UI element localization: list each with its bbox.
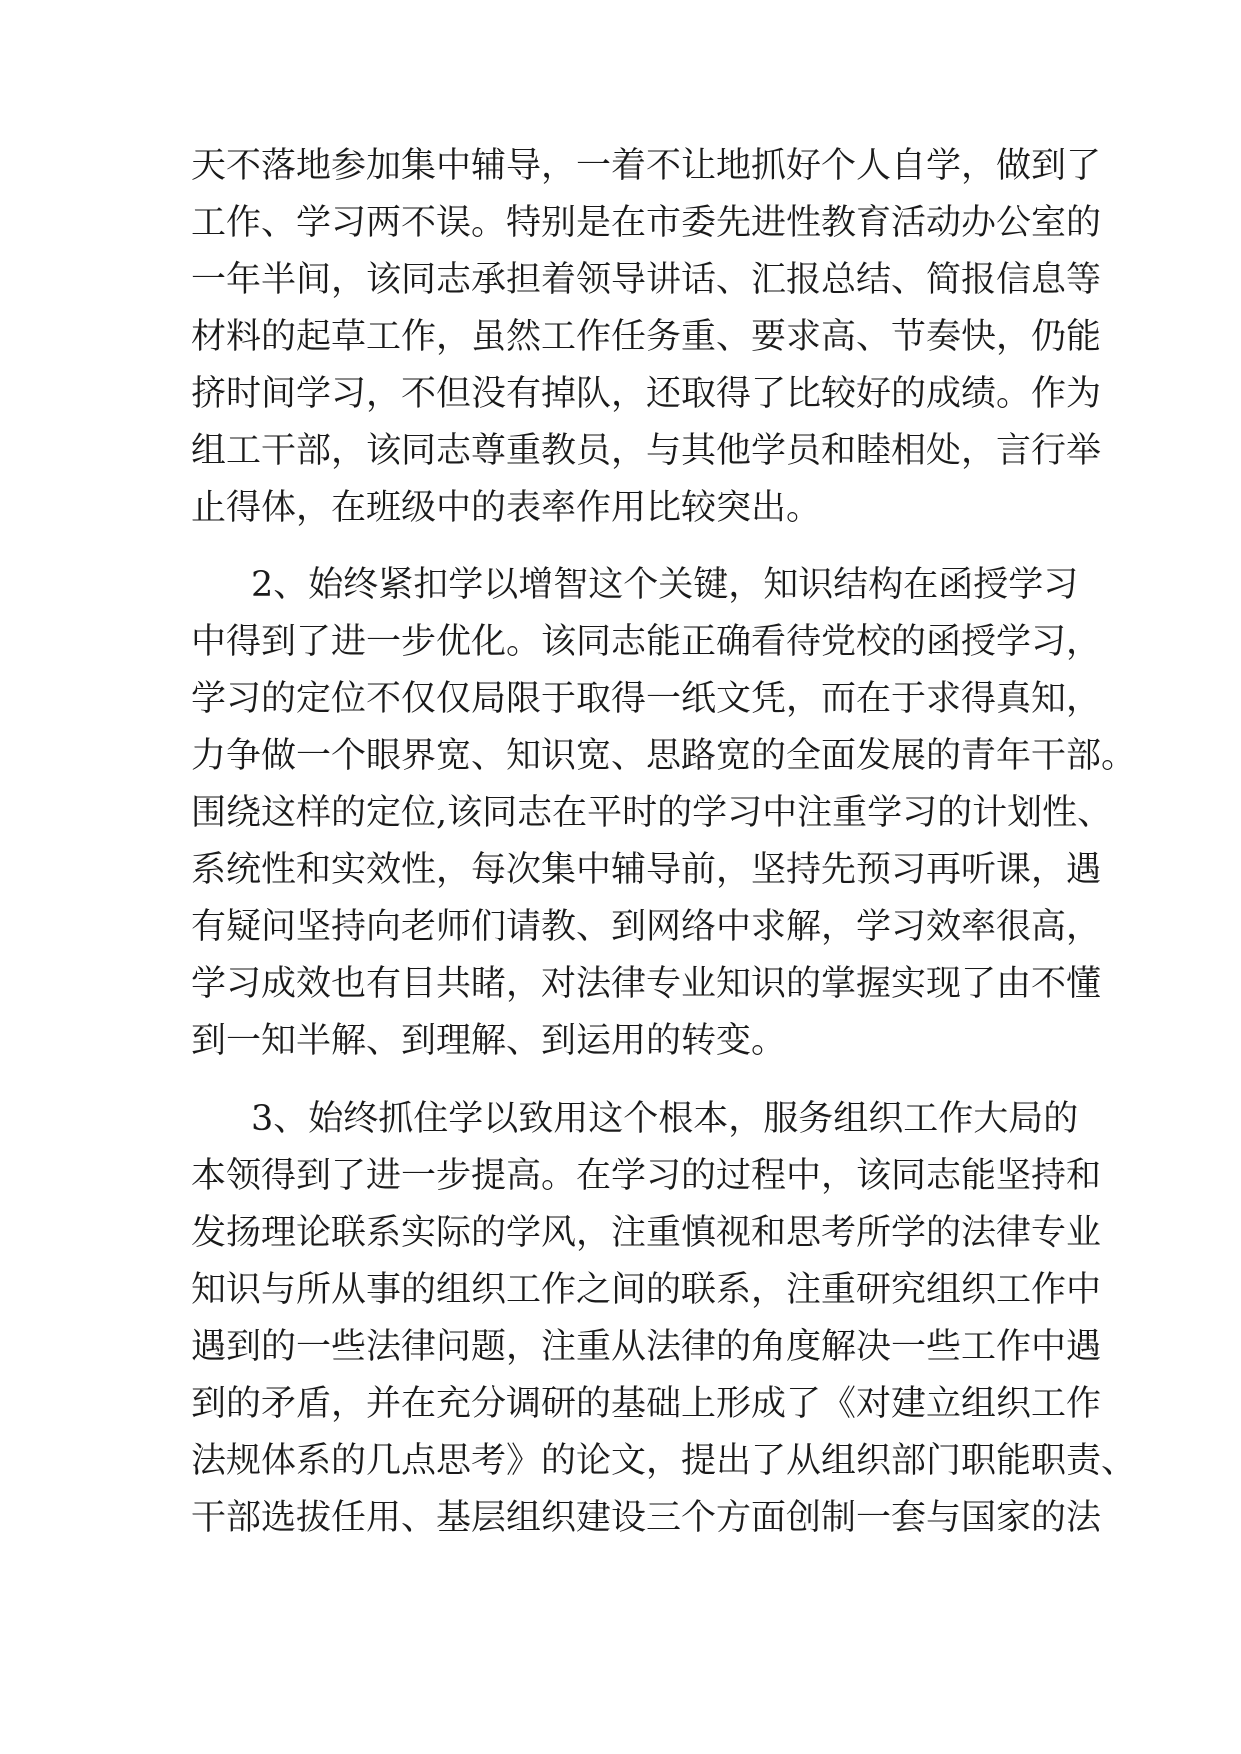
text-line: 干部选拔任用、基层组织建设三个方面创制一套与国家的法 [191,1498,1102,1538]
text-line: 发扬理论联系实际的学风，注重慎视和思考所学的法律专业 [191,1213,1102,1253]
text-line: 止得体，在班级中的表率作用比较突出。 [191,488,822,528]
text-line: 知识与所从事的组织工作之间的联系，注重研究组织工作中 [191,1270,1102,1310]
text-line: 力争做一个眼界宽、知识宽、思路宽的全面发展的青年干部。 [191,736,1137,776]
text-line: 遇到的一些法律问题，注重从法律的角度解决一些工作中遇 [191,1327,1102,1367]
text-line: 组工干部，该同志尊重教员，与其他学员和睦相处，言行举 [191,431,1102,471]
text-line: 一年半间，该同志承担着领导讲话、汇报总结、简报信息等 [191,260,1102,300]
text-line: 中得到了进一步优化。该同志能正确看待党校的函授学习， [191,622,1102,662]
text-line: 学习成效也有目共睹，对法律专业知识的掌握实现了由不懂 [191,964,1102,1004]
text-line: 到一知半解、到理解、到运用的转变。 [191,1021,787,1061]
text-line: 3、始终抓住学以致用这个根本，服务组织工作大局的 [251,1099,1079,1139]
text-line: 2、始终紧扣学以增智这个关键，知识结构在函授学习 [251,565,1079,605]
text-line: 围绕这样的定位,该同志在平时的学习中注重学习的计划性、 [191,793,1113,833]
text-line: 系统性和实效性，每次集中辅导前，坚持先预习再听课，遇 [191,850,1102,890]
text-line: 天不落地参加集中辅导，一着不让地抓好个人自学，做到了 [191,146,1102,186]
text-line: 工作、学习两不误。特别是在市委先进性教育活动办公室的 [191,203,1102,243]
text-line: 挤时间学习，不但没有掉队，还取得了比较好的成绩。作为 [191,374,1102,414]
text-line: 到的矛盾，并在充分调研的基础上形成了《对建立组织工作 [191,1384,1102,1424]
text-line: 材料的起草工作，虽然工作任务重、要求高、节奏快，仍能 [191,317,1102,357]
text-line: 有疑问坚持向老师们请教、到网络中求解，学习效率很高， [191,907,1102,947]
text-line: 法规体系的几点思考》的论文，提出了从组织部门职能职责、 [191,1441,1137,1481]
text-line: 学习的定位不仅仅局限于取得一纸文凭，而在于求得真知， [191,679,1102,719]
text-line: 本领得到了进一步提高。在学习的过程中，该同志能坚持和 [191,1156,1102,1196]
